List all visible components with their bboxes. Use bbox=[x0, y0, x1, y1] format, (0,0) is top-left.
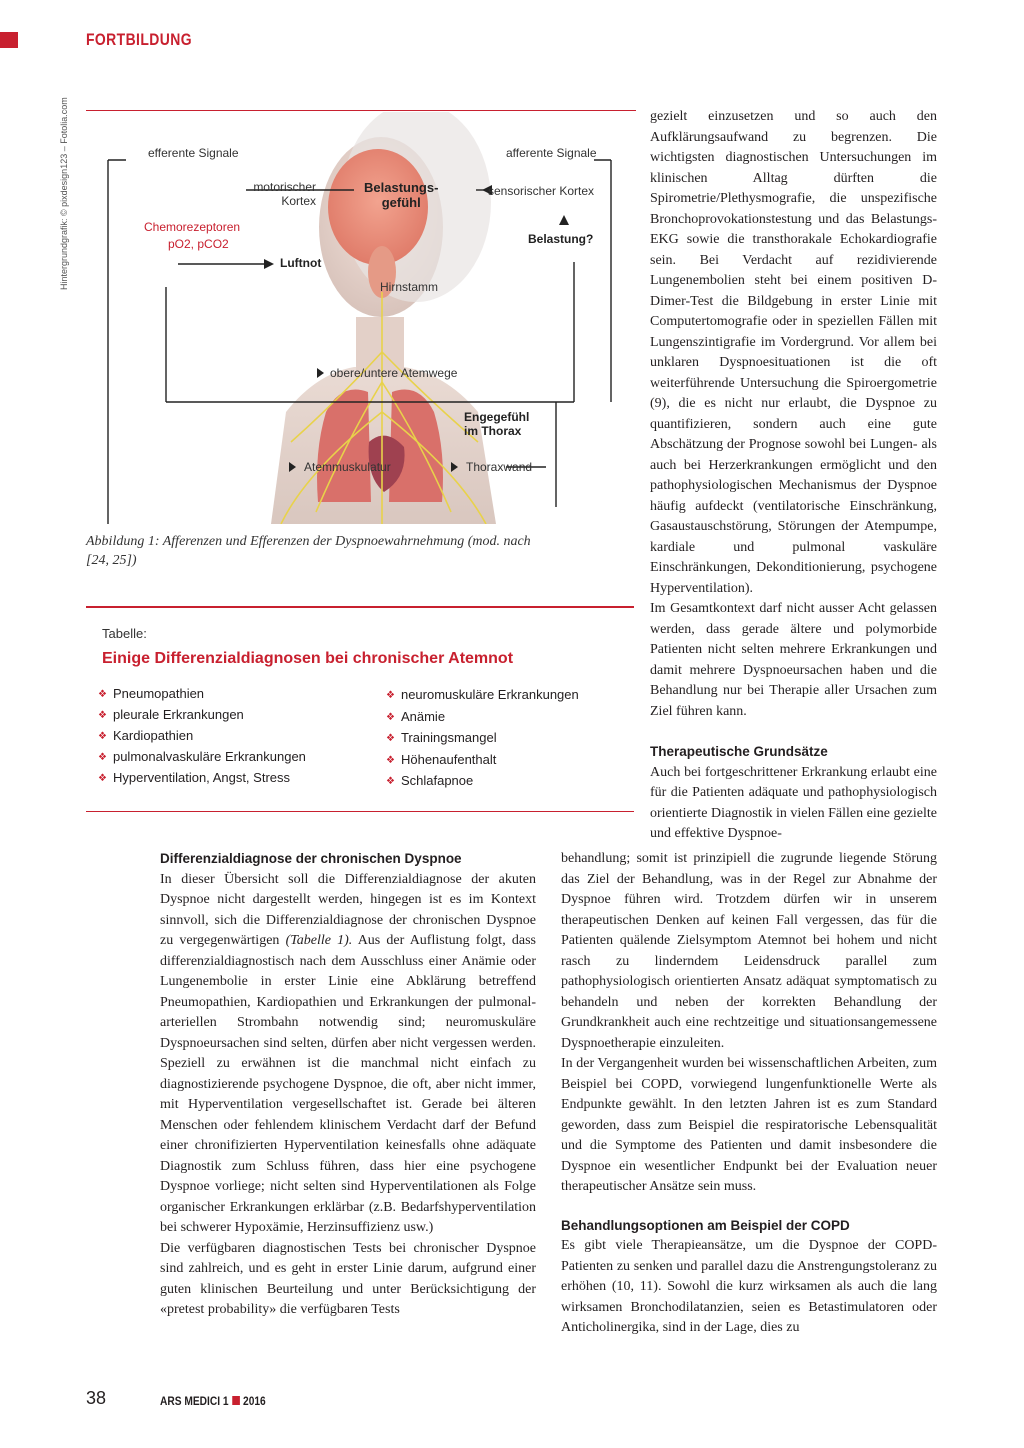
bullet-icon: ❖ bbox=[98, 731, 107, 742]
label-brainstem: Hirnstamm bbox=[380, 280, 439, 294]
right-column-bottom bbox=[561, 849, 937, 1339]
bullet-icon: ❖ bbox=[386, 690, 395, 701]
bullet-icon: ❖ bbox=[386, 776, 395, 787]
label-airways: obere/untere Atemwege bbox=[330, 366, 458, 380]
journal-footer: ARS MEDICI 1 2016 bbox=[160, 1394, 266, 1408]
bullet-icon: ❖ bbox=[386, 733, 395, 744]
label-chest-tightness: Engegefühl im Thorax bbox=[464, 410, 530, 438]
paragraph: Die verfügbaren diagnostischen Tests bei chronischer Dyspnoe sind zahlreich, und es geht in erster Linie darum, aufgrund einer guten klinischen Beurteilung und unter Berücksichtigung der «pretest probability» die verfügbaren Tests bbox=[160, 1240, 536, 1317]
label-breathlessness: Luftnot bbox=[280, 256, 322, 270]
list-item: ❖ Trainingsmangel bbox=[386, 730, 497, 745]
paragraph: In der Vergangenheit wurden bei wissenschaftlichen Arbeiten, zum Beispiel bei COPD, vorwiegend lungenfunktionelle Werte als Endpunkte gewählt. In den letzten Jahren ist es zum Standard geworden, dass zum Beispiel die respiratorische Lebensqualität und die Symptome des Patienten und damit insbesondere die Dyspnoe ein wesentlicher Endpunkt bei der Evaluation neuer therapeutischer Ansätze sein muss. bbox=[561, 1056, 937, 1194]
bullet-icon: ❖ bbox=[386, 711, 395, 723]
list-item: ❖ Hyperventilation, Angst, Stress bbox=[98, 770, 290, 785]
heading-therapy-principles: Therapeutische Grundsätze bbox=[650, 744, 828, 759]
list-item: ❖ neuromuskuläre Erkrankungen bbox=[386, 687, 579, 702]
list-item: ❖ Pneumopathien bbox=[98, 686, 205, 701]
diagnoses-list-right bbox=[386, 684, 579, 792]
paragraph: In dieser Übersicht soll die Differenzialdiagnose der akuten Dyspnoe nicht dargestellt werden, hingegen ist es im Kontext sinnvoll, sich die Differenzialdiagnose der chronischen Dyspnoe zu vergegenwärtigen (Tabelle 1). Aus der Auflistung folgt, dass differenzialdiagnostisch nach dem Ausschluss einer Anämie oder Lungenembolie in erster Linie eine Abklärung betreffend Pneumopathien, Kardiopathien und Erkrankungen der pulmonal-arteriellen Strombahn notwendig sind; neuromuskuläre Dyspnoeursachen sind selten, dürfen aber nicht vergessen werden. Speziell zu erwähnen ist die manchmal nicht einfach zu diagnostizierende psychogene Dyspnoe, die oft, aber nicht immer, mit Hyperventilation vergesellschaftet ist. Gerade bei älteren Menschen oder fehlendem klinischem Verdacht darf der Befund einer chronifizierten Hyperventilation keinesfalls ohne adäquate Diagnostik zum Schluss führen, dass hier eine psychogene Dyspnoe vorliege; nicht selten sind Hyperventilationen als Folge organischer Erkrankungen erklärbar (z.B. Bedarfshyperventilation bei schwerer Hypoxämie, Herzinsuffizienz usw.) bbox=[160, 871, 536, 1235]
list-item: ❖ Höhenaufenthalt bbox=[386, 751, 497, 767]
label-respiratory-muscles: Atemmuskulatur bbox=[304, 460, 391, 474]
page-number: 38 bbox=[86, 1388, 107, 1408]
paragraph: Auch bei fortgeschrittener Erkrankung erlaubt eine für die Patienten adäquate und pathophysiologisch orientierte Diagnostik in vielen Fällen eine gezielte und effektive Dyspnoe- bbox=[650, 764, 937, 841]
label-po2-pco2: pO2, pCO2 bbox=[168, 237, 229, 251]
section-title: FORTBILDUNG bbox=[86, 30, 192, 49]
figure-top-rule bbox=[86, 110, 636, 111]
bullet-icon: ❖ bbox=[386, 754, 395, 766]
right-column-top bbox=[650, 107, 937, 845]
bullet-icon: ❖ bbox=[98, 752, 107, 763]
label-motor-cortex: motorischer Kortex bbox=[253, 180, 316, 208]
label-load: Belastung? bbox=[528, 232, 594, 246]
footer-square-icon bbox=[232, 1396, 240, 1405]
label-sensory-cortex: sensorischer Kortex bbox=[488, 184, 595, 198]
diagnoses-table-box bbox=[86, 606, 634, 812]
label-chemoreceptors: Chemorezeptoren bbox=[144, 220, 241, 234]
list-item: ❖ pulmonalvaskuläre Erkrankungen bbox=[98, 749, 306, 764]
list-item: ❖ Kardiopathien bbox=[98, 728, 194, 743]
list-item: ❖ Anämie bbox=[386, 708, 446, 724]
paragraph: Im Gesamtkontext darf nicht ausser Acht gelassen werden, dass gerade ältere und polymorbide Patienten nicht selten mehrere Erkrankungen und damit mehrere Dyspnoeursachen haben und die Behandlung nur bei Therapie aller Ursachen zum Ziel führen kann. bbox=[650, 601, 937, 719]
heading-differential-diagnosis: Differenzialdiagnose der chronischen Dyspnoe bbox=[160, 851, 462, 866]
label-afferent: afferente Signale bbox=[506, 146, 597, 160]
paragraph: gezielt einzusetzen und so auch den Aufklärungsaufwand zu begrenzen. Die wichtigsten diagnostischen Untersuchungen im klinischen Alltag dürften die Spirometrie/Plethysmografie, die unspezifische Bronchoprovokationstestung und das Belastungs-EKG sowie die transthorakale Echokardiografie sein. Bei Verdacht auf rezidivierende Lungenembolien steht bei einem positiven D-Dimer-Test die Bildgebung in erster Linie mit Computertomografie oder in speziellen Fällen mit Lungenszintigrafie im Vordergrund. Vor allem bei unklaren Dyspnoesituationen ist die oft weiterführende Untersuchung die Spiroergometrie (9), die es nicht nur erlaubt, die Dyspnoe zu quantifizieren, sondern auch eine gute Abschätzung der Prognose sowohl bei Lungen- als auch bei Herzerkrankungen ermöglicht und den pathophysiologischen Mechanismus der Dyspnoe häufig aufdeckt (ventilatorische Einschränkung, Gasaustauschstörung, Störungen der Atempumpe, kardiale und pulmonal vaskuläre Einschränkungen, Dekonditionierung, psychogene Hyperventilation). bbox=[650, 109, 937, 596]
table-reference: (Tabelle 1). bbox=[285, 933, 353, 948]
list-item: ❖ Schlafapnoe bbox=[386, 773, 474, 788]
list-item: ❖ pleurale Erkrankungen bbox=[98, 707, 244, 722]
label-burden-feeling: Belastungs- gefühl bbox=[364, 180, 439, 210]
table-label: Tabelle: bbox=[102, 626, 147, 641]
diagnoses-list-left bbox=[98, 683, 306, 788]
table-title: Einige Differenzialdiagnosen bei chronischer Atemnot bbox=[102, 650, 514, 667]
label-chest-wall: Thoraxwand bbox=[466, 460, 533, 474]
bullet-icon: ❖ bbox=[98, 710, 107, 721]
section-marker bbox=[0, 32, 18, 48]
label-efferent: efferente Signale bbox=[148, 146, 239, 160]
figure-caption: Abbildung 1: Afferenzen und Efferenzen der Dyspnoewahrnehmung (mod. nach [24, 25]) bbox=[86, 534, 531, 568]
bullet-icon: ❖ bbox=[98, 689, 107, 700]
dyspnea-figure bbox=[86, 112, 636, 524]
heading-copd-options: Behandlungsoptionen am Beispiel der COPD bbox=[561, 1217, 850, 1233]
image-credit: Hintergrundgrafik: © pixdesign123 – Fotolia.com bbox=[59, 97, 69, 290]
paragraph: behandlung; somit ist prinzipiell die zugrunde liegende Störung das Ziel der Behandlung, was in der Regel zur Abnahme der Dyspnoe führen wird. Trotzdem dürfen wir in unserem therapeutischen Denken auf keinen Fall vergessen, das für die Patienten quälende Zielsymptom Atemnot bei hohem und nicht rasch zu linderndem Leidensdruck parallel zum pathophysiologisch orientierten Ansatz adäquat symptomatisch zu behandeln und neben der korrekten Behandlung der Grundkrankheit auch eine rechtzeitige und situationsangemessene Dyspnoetherapie einzuleiten. bbox=[561, 851, 937, 1051]
left-column-bottom bbox=[160, 849, 536, 1321]
paragraph: Es gibt viele Therapieansätze, um die Dyspnoe der COPD-Patienten zu senken und parallel dazu die Anstrengungstoleranz zu erhöhen (10, 11). Sowohl die kurz wirksamen als auch die lang wirksamen Bronchodilatanzien, seien es Betastimulatoren oder Anticholinergika, sind in der Lage, dies zu bbox=[561, 1238, 937, 1335]
bullet-icon: ❖ bbox=[98, 773, 107, 784]
